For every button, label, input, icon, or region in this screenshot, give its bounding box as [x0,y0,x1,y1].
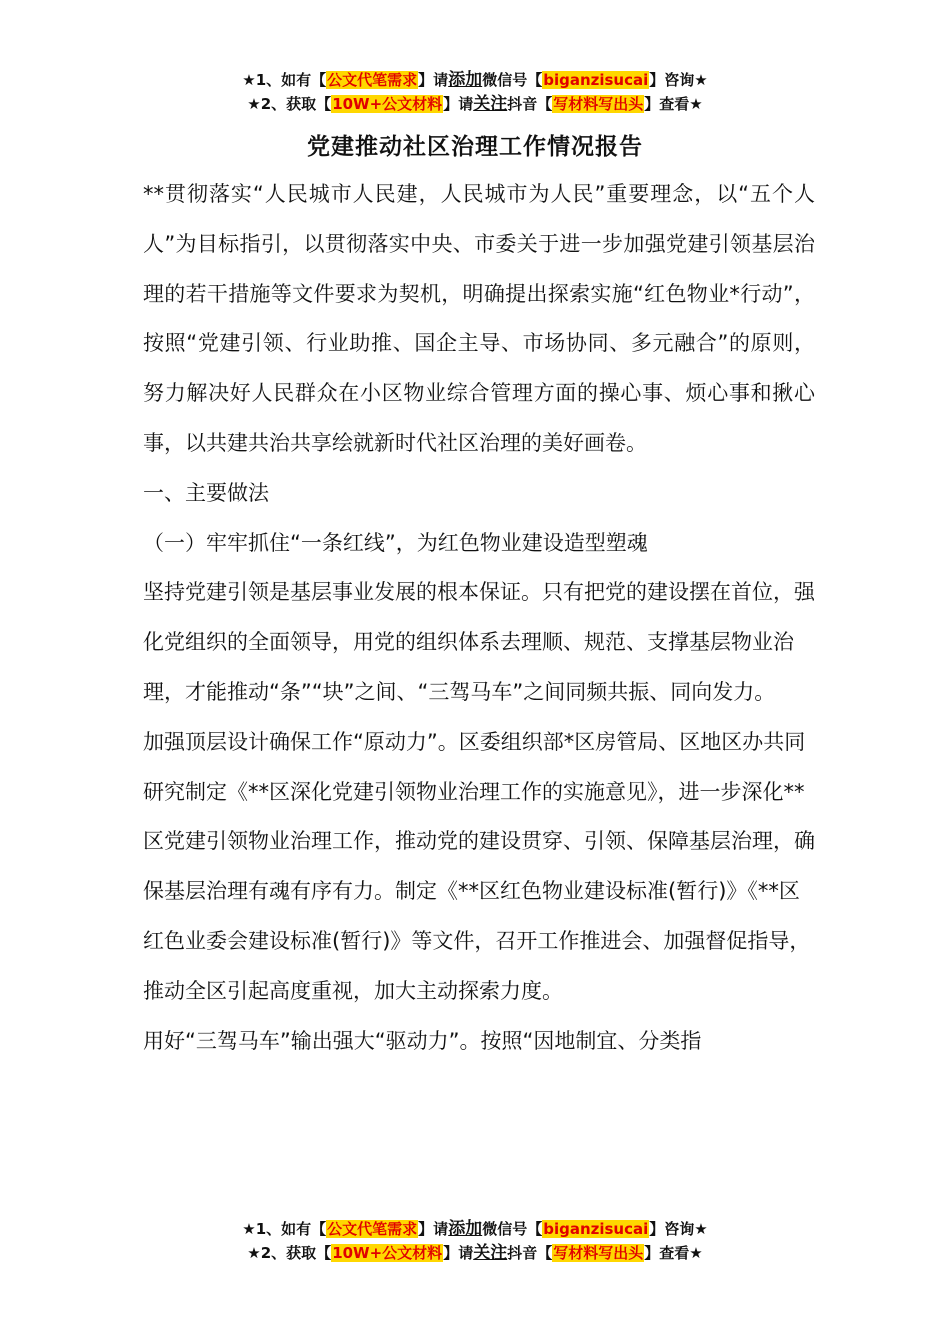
promo-text: 】查看★ [644,1244,703,1262]
promo-text: 】请 [443,1244,474,1262]
promo-emphasis: 关注 [473,1243,508,1263]
promo-line-1 [0,1217,950,1241]
promo-text: 】请 [418,1220,449,1238]
body-paragraph: 用好“三驾马车”输出强大“驱动力”。按照“因地制宜、分类指 [143,1028,702,1053]
section-heading: 一、主要做法 [143,480,269,505]
promo-text: 】请 [418,71,449,89]
promo-highlight: 公文代笔需求 [327,71,418,89]
promo-line-2 [0,1241,950,1265]
promo-text: 微信号【 [482,1220,543,1238]
promo-text: 微信号【 [482,71,543,89]
document-body [143,170,815,1066]
promo-highlight: 10W+公文材料 [332,95,443,113]
promo-text: 抖音【 [507,95,553,113]
promo-text: 抖音【 [507,1244,553,1262]
promo-highlight: 写材料写出头 [553,95,644,113]
promo-text: 】请 [443,95,474,113]
promo-text: ★1、如有【 [242,71,327,89]
promo-text: ★2、获取【 [247,95,332,113]
subsection-heading: （一）牢牢抓住“一条红线”，为红色物业建设造型塑魂 [143,530,648,555]
promo-highlight: biganzisucai [543,1220,649,1238]
promo-emphasis: 添加 [448,1219,483,1239]
intro-paragraph: **贯彻落实“人民城市人民建，人民城市为人民”重要理念，以“五个人人”为目标指引，以贯彻落实中央、市委关于进一步加强党建引领基层治理的若干措施等文件要求为契机，明确提出探索实施“红色物业*行动”，按照“党建引领、行业助推、国企主导、市场协同、多元融合”的原则，努力解决好人民群众在小区物业综合管理方面的操心事、烦心事和揪心事，以共建共治共享绘就新时代社区治理的美好画卷。 [143,182,815,455]
header-promo-banner [0,68,950,116]
promo-text: 】咨询★ [649,71,708,89]
promo-text: ★1、如有【 [242,1220,327,1238]
promo-emphasis: 关注 [473,94,508,114]
promo-highlight: 写材料写出头 [553,1244,644,1262]
body-paragraph: 加强顶层设计确保工作“原动力”。区委组织部*区房管局、区地区办共同研究制定《**区深化党建引领物业治理工作的实施意见》，进一步深化**区党建引领物业治理工作，推动党的建设贯穿、引领、保障基层治理，确保基层治理有魂有序有力。制定《**区红色物业建设标准(暂行)》《**区红色业委会建设标准(暂行)》等文件，召开工作推进会、加强督促指导，推动全区引起高度重视，加大主动探索力度。 [143,729,815,1003]
promo-line-1 [0,68,950,92]
promo-emphasis: 添加 [448,70,483,90]
promo-text: 】咨询★ [649,1220,708,1238]
footer-promo-banner [0,1217,950,1265]
promo-highlight: biganzisucai [543,71,649,89]
promo-highlight: 公文代笔需求 [327,1220,418,1238]
promo-text: ★2、获取【 [247,1244,332,1262]
promo-highlight: 10W+公文材料 [332,1244,443,1262]
body-paragraph: 坚持党建引领是基层事业发展的根本保证。只有把党的建设摆在首位，强化党组织的全面领导，用党的组织体系去理顺、规范、支撑基层物业治理，才能推动“条”“块”之间、“三驾马车”之间同频共振、同向发力。 [143,580,815,704]
promo-line-2 [0,92,950,116]
document-title: 党建推动社区治理工作情况报告 [307,134,643,160]
promo-text: 】查看★ [644,95,703,113]
